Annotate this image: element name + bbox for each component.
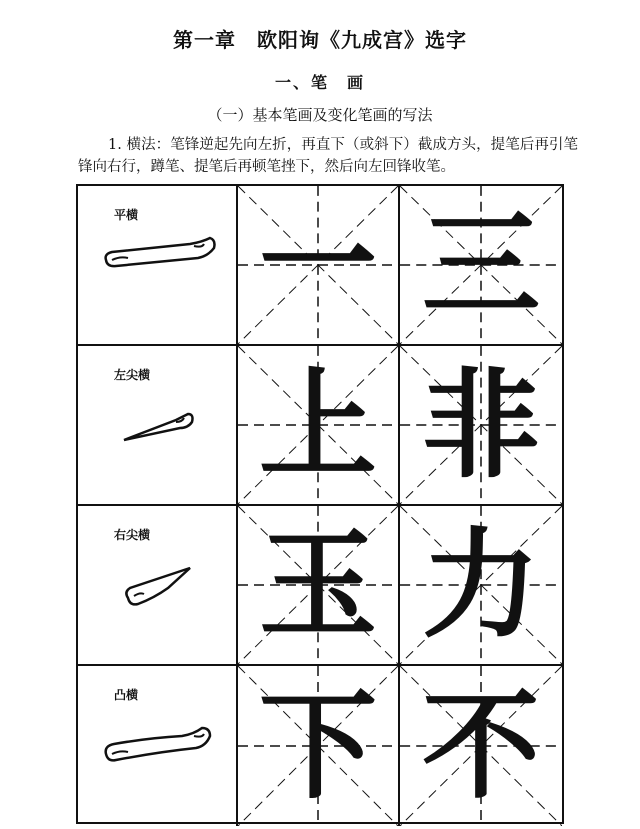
- stroke-label-cell: [78, 666, 238, 826]
- calligraphy-character: 一: [258, 196, 377, 334]
- stroke-name: 左尖横: [114, 368, 151, 382]
- right-pointed-horizontal-stroke-illustration: [98, 546, 218, 646]
- char-cell: [400, 506, 562, 664]
- char-cell: [400, 346, 562, 504]
- calligraphy-character: 不: [421, 677, 540, 815]
- char-cell: [238, 346, 400, 504]
- left-pointed-horizontal-stroke-illustration: [98, 386, 218, 486]
- calligraphy-character: 三: [421, 196, 540, 334]
- grid-row-convex-horizontal: [78, 666, 562, 826]
- stroke-name: 平横: [114, 208, 139, 222]
- stroke-name: 右尖横: [114, 528, 151, 542]
- calligraphy-character: 非: [421, 356, 540, 494]
- calligraphy-grid: [76, 184, 564, 824]
- stroke-method-paragraph: 1. 横法：笔锋逆起先向左折，再直下（或斜下）截成方头，提笔后再引笔锋向右行，蹲笔、提笔后再顿笔挫下，然后向左回锋收笔。: [78, 137, 578, 175]
- char-cell: [400, 186, 562, 344]
- calligraphy-character: 下: [258, 677, 377, 815]
- char-cell: [238, 506, 400, 664]
- calligraphy-character: 力: [421, 516, 540, 654]
- chapter-title: 第一章 欧阳询《九成宫》选字: [173, 28, 467, 52]
- subsection-title: （一）基本笔画及变化笔画的写法: [207, 106, 433, 124]
- char-cell: [238, 186, 400, 344]
- section-title: 一、笔 画: [274, 73, 365, 92]
- stroke-label-cell: [78, 506, 238, 664]
- grid-row-right-pointed-horizontal: [78, 506, 562, 666]
- stroke-label-cell: [78, 346, 238, 504]
- stroke-label-cell: [78, 186, 238, 344]
- grid-row-left-pointed-horizontal: [78, 346, 562, 506]
- grid-row-flat-horizontal: [78, 186, 562, 346]
- char-cell: [238, 666, 400, 826]
- calligraphy-character: 玉: [258, 516, 377, 654]
- flat-horizontal-stroke-illustration: [98, 226, 218, 326]
- stroke-name: 凸横: [114, 688, 139, 702]
- convex-horizontal-stroke-illustration: [98, 706, 218, 806]
- char-cell: [400, 666, 562, 826]
- calligraphy-character: 上: [258, 356, 377, 494]
